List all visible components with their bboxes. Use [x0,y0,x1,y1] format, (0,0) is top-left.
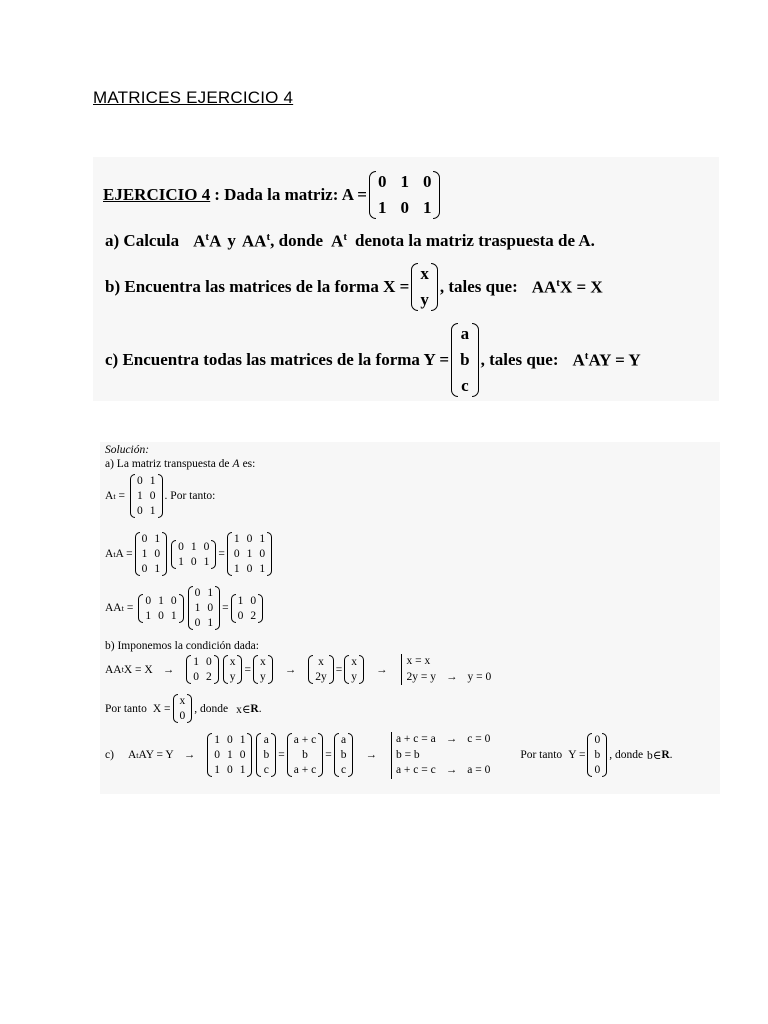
matrix-cell: 1 [145,609,152,622]
right-paren [258,594,263,623]
exercise-label: EJERCICIO 4 [103,185,211,204]
part-a-statement [105,231,595,252]
matrix-cell: 0 [214,749,220,762]
b-lhs2: X = X [123,663,153,676]
b-system [401,654,491,685]
b-v2 [253,655,273,684]
solution-panel [100,442,720,794]
sup-t: t [121,603,124,613]
part-c-mid: , tales que: [480,350,559,369]
matrix-cell: 0 [207,602,214,614]
c-res3: a = 0 [467,764,491,777]
right-paren [187,694,192,723]
c-system [391,732,490,779]
sup-t: t [266,231,271,243]
matrix-cell: 0 [170,594,177,607]
matrix-cell: 1 [207,587,214,599]
matrix-cell: 1 [422,198,432,217]
matrix-cell: y [259,671,266,684]
At-post: . Por tanto: [164,490,216,502]
matrix-cell: 0 [154,548,161,560]
AtA-m2 [171,540,216,569]
matrix-cell: 1 [239,734,246,747]
c-v2 [287,733,323,777]
At-equation: A t = 0 1 1 0 0 1 . Por tanto: [105,475,216,517]
matrix-cell: 1 [226,749,233,762]
c-conc-Y: Y = [568,749,586,762]
exercise-panel [93,157,719,401]
matrix-cell: 0 [194,587,201,599]
b-equation: AA t X = X → 1 0 0 2 x y = x y → x 2y = x y → x = x 2y = y → y = 0 [105,654,495,685]
sup-t: t [584,349,589,362]
sup-t: t [121,665,124,675]
solution-heading: Solución: [105,444,150,456]
matrix-cell: 0 [205,656,212,669]
b-v1 [223,655,243,684]
matrix-cell: 1 [214,734,220,747]
sol-a-post: es: [242,458,256,470]
part-c-pre: c) Encuentra todas las matrices de la forma Y = [105,350,450,369]
c-m1 [207,733,252,777]
sup-t: t [136,750,139,760]
b-conclusion [105,694,262,723]
sup-t: t [556,276,560,289]
matrix-cell: a [341,734,347,747]
right-paren [179,594,184,623]
matrix-cell: 0 [149,490,156,502]
matrix-cell: x [351,656,357,669]
sup-t: t [343,231,347,243]
right-paren [237,655,242,684]
matrix-cell: 1 [154,563,161,575]
AAt-m1 [138,594,183,623]
matrix-cell: 2 [250,609,257,622]
part-a-pre: a) Calcula [105,231,180,251]
matrix-cell: 1 [239,764,246,777]
right-paren [329,655,334,684]
matrix-cell: c [461,376,469,395]
b-result: y = 0 [467,670,492,683]
matrix-cell: a + c [293,764,317,777]
matrix-cell: 1 [154,533,161,545]
matrix-cell: 1 [170,609,177,622]
part-b-statement [105,263,603,311]
right-paren [211,540,216,569]
matrix-cell: 1 [259,563,266,575]
c-conc-post: , donde [609,749,644,762]
matrix-cell: 0 [194,617,201,629]
matrix-cell: b [302,749,308,762]
arrow-icon: → [183,749,196,762]
right-paren [267,532,272,576]
matrix-cell: b [340,749,347,762]
matrix-cell: 0 [179,710,186,722]
vector-X [411,263,438,311]
right-paren [247,733,252,777]
c-sys-eq1: a + c = a [395,733,436,745]
AAt-equation: AA t = 0 1 0 1 0 1 0 1 1 0 0 1 = 1 0 0 2 [105,586,265,630]
part-b-mid: , tales que: [439,277,518,296]
left-paren [451,323,458,397]
matrix-cell: y [420,290,429,309]
right-paren [214,655,219,684]
c-conc-vector [587,733,607,777]
matrix-cell: a [460,324,470,343]
matrix-cell: 0 [246,563,253,575]
right-paren [472,323,479,397]
solution-b-heading: b) Imponemos la condición dada: [105,640,259,652]
b-conc-X: X = [152,702,171,715]
c-label: c) [105,749,114,762]
matrix-cell: 0 [158,609,164,622]
matrix-cell: 0 [193,671,199,684]
sup-t: t [113,549,116,559]
matrix-cell: 0 [422,172,432,191]
c-v3 [334,733,354,777]
AtA-lhs: A [105,548,114,560]
matrix-cell: 0 [226,764,233,777]
right-paren [268,655,273,684]
b-m1 [186,655,219,684]
right-paren [158,474,163,518]
b-lhs: AA [105,663,122,676]
left-paren [369,171,376,219]
arrow-icon: → [375,663,388,676]
part-a-mid: , donde [270,231,324,251]
part-c-statement [105,323,641,397]
sup-t: t [205,231,210,243]
matrix-cell: 1 [246,548,253,560]
matrix-cell: y [229,671,236,684]
matrix-cell: a [263,734,269,747]
AtA-m1 [135,532,168,576]
At-lhs: A [105,490,114,502]
c-conc-b: b∈ [647,750,662,763]
page-title: MATRICES EJERCICIO 4 [93,88,294,107]
c-res1: c = 0 [467,733,491,745]
matrix-cell: 1 [194,602,201,614]
matrix-cell: 0 [190,555,197,568]
c-conc-dot: . [669,749,673,762]
b-conc-dot: . [258,702,262,715]
matrix-cell: x [229,656,236,669]
matrix-cell: 1 [400,172,409,191]
right-paren [359,655,364,684]
matrix-cell: 1 [158,594,164,607]
expr-A: A [193,231,206,251]
b-v3 [308,655,334,684]
matrix-cell: c [341,764,347,777]
matrix-cell: 0 [246,533,253,545]
matrix-cell: x [420,264,429,283]
matrix-cell: y [351,671,357,684]
arrow-icon: → [162,663,175,676]
expr-AA: AA [531,277,557,297]
right-paren [271,733,276,777]
expr-A: A [331,231,344,251]
sup-t: t [113,491,116,501]
matrix-cell: c [263,764,269,777]
matrix-cell: b [594,749,601,762]
matrix-cell: 1 [377,198,387,217]
expr-AA: AA [241,231,267,251]
right-paren [602,733,607,777]
AtA-lhs2: A = [115,548,133,560]
matrix-cell: 1 [203,555,210,568]
part-a-post: denota la matriz traspuesta de A. [354,231,595,251]
AAt-lhs: AA [105,602,122,614]
matrix-cell: 0 [145,594,152,607]
matrix-cell: 0 [237,609,244,622]
matrix-cell: b [460,350,470,369]
right-paren [215,586,220,630]
AtA-result [227,532,272,576]
c-sys-eq3: a + c = c [395,764,436,777]
expr-AY-eq: AY = Y [588,350,641,370]
matrix-cell: 0 [400,198,409,217]
matrix-cell: 0 [226,734,233,747]
matrix-cell: 0 [239,749,246,762]
arrow-icon: → [365,749,377,762]
matrix-cell: 0 [137,505,143,517]
right-paren [433,171,440,219]
AAt-result [231,594,264,623]
arrow-icon: → [445,764,458,777]
part-b-pre: b) Encuentra las matrices de la forma X = [105,277,410,296]
matrix-cell: 0 [178,540,184,553]
AAt-m2 [188,586,221,630]
matrix-cell: 0 [233,548,240,560]
right-paren [431,263,438,311]
set-R: R [661,749,670,762]
matrix-cell: 2 [205,671,212,684]
matrix-cell: 1 [193,656,199,669]
expr-A: A [572,350,585,370]
matrix-cell: 0 [594,764,601,777]
c-v1 [256,733,276,777]
sol-a-var: A [232,458,240,470]
expr-X-eq: X = X [559,277,603,297]
arrow-icon: → [445,733,458,745]
exercise-intro-line [103,171,442,219]
word-y: y [227,231,236,251]
matrix-cell: 1 [178,555,184,568]
matrix-cell: 1 [214,764,220,777]
exercise-intro: : Dada la matriz: A = [214,185,367,204]
matrix-cell: x [259,656,266,669]
matrix-cell: 0 [250,594,257,607]
matrix-cell: 0 [377,172,387,191]
matrix-cell: b [263,749,270,762]
matrix-cell: x [318,656,324,669]
matrix-cell: 1 [137,490,143,502]
sol-a-pre: a) La matriz transpuesta de [105,458,230,470]
b-conc-x: x∈ [236,703,251,716]
left-paren [411,263,418,311]
b-v4 [344,655,364,684]
b-conc-vector [173,694,193,723]
c-lhs2: AY = Y [138,749,174,762]
set-R: R [250,702,259,715]
At-matrix [130,474,163,518]
matrix-cell: 1 [233,563,240,575]
solution-a-line [105,458,255,470]
matrix-cell: 0 [594,734,601,747]
c-equation: c) A t AY = Y → 1 0 1 0 1 0 1 0 1 a b c = a + c b a + c = a b c → a + c = a → c = 0 b = b a + c = c → a = 0 Por tanto Y = 0 b 0 , donde b∈ R . [105,732,673,779]
matrix-cell: 1 [237,594,244,607]
matrix-cell: 0 [137,475,143,487]
matrix-cell: 1 [233,533,240,545]
matrix-cell: x [179,695,186,707]
matrix-cell: 0 [259,548,266,560]
b-sys-eq1: x = x [406,655,431,667]
matrix-cell: 1 [207,617,214,629]
matrix-cell: 1 [141,548,148,560]
matrix-cell: 1 [149,475,156,487]
c-conc-pre: Por tanto [520,749,563,762]
b-sys-eq2: 2y = y [406,670,436,683]
matrix-cell: a + c [293,734,317,747]
AtA-equation: A t A = 0 1 1 0 0 1 0 1 0 1 0 1 = 1 0 1 0 1 0 1 0 1 [105,532,274,576]
matrix-cell: 1 [149,505,156,517]
matrix-cell: 0 [203,540,210,553]
arrow-icon: → [445,670,458,683]
matrix-cell: 1 [190,540,197,553]
matrix-cell: 2y [315,671,327,684]
matrix-A [369,171,441,219]
b-conc-post: , donde [194,702,229,715]
matrix-cell: 0 [141,563,148,575]
matrix-cell: 0 [141,533,148,545]
vector-Y [451,323,478,397]
expr-A: A [209,231,222,251]
right-paren [162,532,167,576]
c-lhs: A [127,749,137,762]
c-sys-eq2: b = b [395,748,420,761]
b-conc-pre: Por tanto [105,702,147,715]
right-paren [348,733,353,777]
matrix-cell: 1 [259,533,266,545]
right-paren [318,733,323,777]
arrow-icon: → [284,663,297,676]
